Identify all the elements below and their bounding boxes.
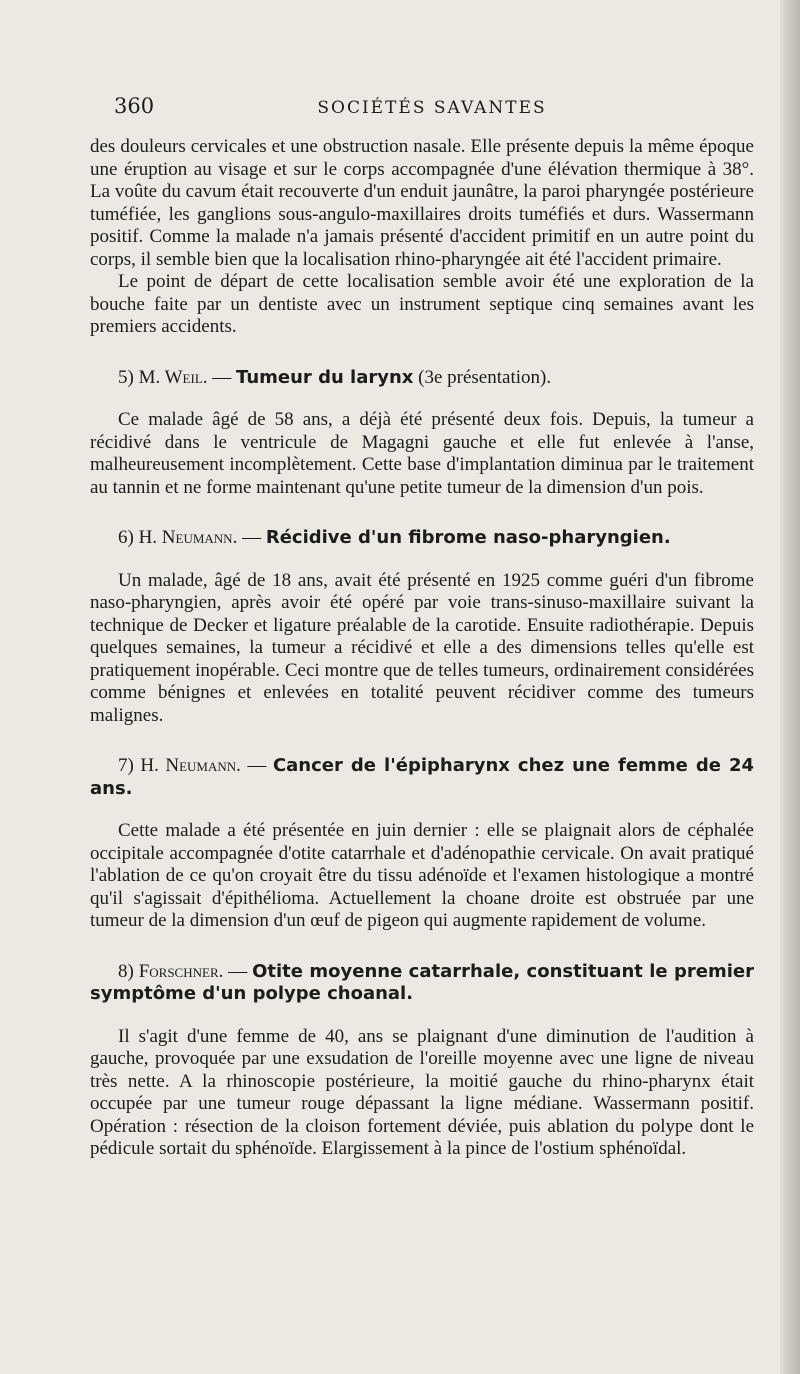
section-heading	[90, 527, 754, 550]
section-author: H. Neumann.	[138, 527, 238, 548]
section-text: Il s'agit d'une femme de 40, ans se plaignant d'une diminution de l'audition à gauche, provoquée par une exsudation de l'oreille moyenne avec une ligne de niveau très nette. A la rhinoscopie postérieure, la moitié gauche du rhino-pharynx était occupée par une tumeur rouge dépassant la ligne médiane. Wassermann positif. Opération : résection de la cloison fortement déviée, puis ablation du polype dont le pédicule sortait du sphénoïde. Elargissement à la pince de l'ostium sphénoïdal.	[90, 1025, 754, 1159]
section-heading	[90, 961, 754, 1006]
section-title: Récidive d'un fibrome naso-pharyngien.	[265, 527, 671, 548]
section-author: Forschner.	[138, 960, 224, 982]
section-heading	[90, 367, 754, 390]
section-title: Otite moyenne catarrhale, constituant le premier symptôme d'un polype choanal.	[90, 960, 754, 1004]
intro-paragraph: des douleurs cervicales et une obstruction nasale. Elle présente depuis la même époque une éruption au visage et sur le corps accompagnée d'une élévation thermique à 38°. La voûte du cavum était recouverte d'un enduit jaunâtre, la paroi pharyngée postérieure tuméfiée, les ganglions sous-angulo-maxillaires droits tuméfiés et durs. Wassermann positif. Comme la malade n'a jamais présenté d'accident primitif en un autre point du corps, il semble bien que la localisation rhino-pharyngée ait été l'accident primaire.	[90, 136, 754, 270]
page-number: 360	[114, 94, 155, 118]
section-title-suffix: (3e présentation).	[413, 366, 552, 388]
running-head: SOCIÉTÉS SAVANTES	[317, 98, 547, 118]
section-text: Un malade, âgé de 18 ans, avait été présenté en 1925 comme guéri d'un fibrome naso-pharyngien, après avoir été opéré par voie trans-sinuso-maxillaire suivant la technique de Decker et ligature préalable de la carotide. Ensuite radiothérapie. Depuis quelques semaines, la tumeur a récidivé et elle a des dimensions telles qu'elle est pratiquement inopérable. Ceci montre que de telles tumeurs, ordinairement considérées comme bénignes et enlevées en totalité peuvent récidiver comme des tumeurs malignes.	[90, 569, 754, 726]
section-separator: —	[237, 527, 266, 548]
section-number: 7)	[118, 755, 141, 776]
section-author: H. Neumann.	[140, 755, 241, 776]
section-heading	[90, 755, 754, 800]
intro-paragraph: Le point de départ de cette localisation semble avoir été une exploration de la bouche faite par un dentiste avec un instrument septique cinq semaines avant les premiers accidents.	[90, 271, 754, 337]
section-text: Cette malade a été présentée en juin dernier : elle se plaignait alors de céphalée occipitale accompagnée d'otite catarrhale et d'adénopathie cervicale. On avait pratiqué l'ablation de ce qu'on croyait être du tissu adénoïde et l'examen histologique a montré qu'il s'agissait d'épithélioma. Actuellement la choane droite est obstruée par une tumeur de la dimension d'un œuf de pigeon qui augmente rapidement de volume.	[90, 820, 754, 931]
section-number: 6)	[118, 527, 139, 548]
section-separator: —	[240, 755, 273, 776]
section-author: M. Weil.	[138, 366, 208, 388]
section-separator: —	[223, 960, 253, 982]
page-header	[90, 94, 754, 122]
page-body	[90, 136, 754, 1161]
section-title: Tumeur du larynx	[236, 366, 414, 388]
book-spine-shadow	[780, 0, 800, 1374]
section-number: 8)	[118, 960, 139, 982]
section-number: 5)	[118, 366, 139, 388]
section-separator: —	[207, 366, 237, 388]
section-text: Ce malade âgé de 58 ans, a déjà été présenté deux fois. Depuis, la tumeur a récidivé dans le ventricule de Magagni gauche et elle fut enlevée à l'anse, malheureusement incomplètement. Cette base d'implantation diminua par le traitement au tannin et ne forme maintenant qu'une petite tumeur de la dimension d'un pois.	[90, 409, 754, 498]
section-title: Cancer de l'épipharynx chez une femme de 24 ans.	[90, 755, 755, 799]
